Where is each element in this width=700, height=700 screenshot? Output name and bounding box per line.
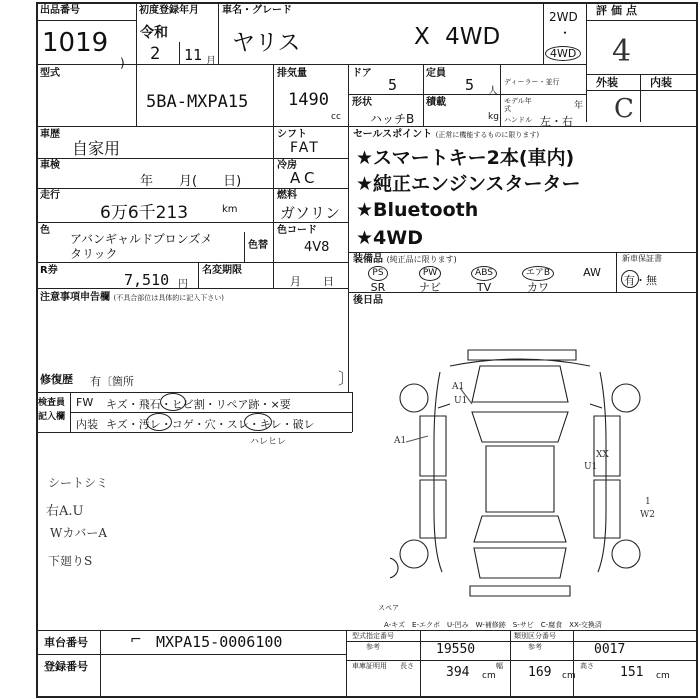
equipment-label-text: 装備品	[353, 254, 383, 265]
shift-label: シフト	[277, 129, 307, 140]
divider	[586, 90, 698, 91]
equipment-navi: ナビ	[419, 281, 441, 294]
damage-mark-1: A1	[452, 382, 465, 392]
km-unit: km	[222, 204, 238, 215]
divider	[36, 392, 352, 393]
entry-label: 記入欄	[38, 412, 66, 422]
handwritten-note-1: シートシミ	[48, 476, 109, 490]
capacity-label: 定員	[426, 68, 446, 79]
divider	[36, 432, 352, 433]
sales-point-2: ★純正エンジンスターター	[356, 173, 581, 195]
height-value: 151	[620, 665, 644, 680]
divider	[36, 630, 698, 631]
yen-unit: 円	[178, 279, 188, 290]
divider	[100, 630, 101, 698]
mileage-label: 走行	[40, 190, 60, 201]
divider	[348, 94, 586, 95]
divider	[510, 630, 511, 698]
spare-tire-label: スペア	[378, 604, 399, 612]
notes-label	[40, 292, 224, 304]
type-label: 型式	[40, 68, 60, 79]
sales-points-label	[353, 129, 539, 141]
fuel-value: ガソリン	[280, 204, 341, 222]
divider	[36, 20, 136, 21]
name-change-label: 名変期限	[202, 265, 242, 276]
damage-mark-7: 1	[645, 497, 651, 507]
color-code-label: 色コード	[277, 225, 317, 236]
divider	[423, 64, 424, 126]
model-year-unit: 年	[574, 101, 584, 111]
interior-row-label: 内装	[76, 418, 98, 431]
fw-items: キズ・飛石・ヒビ割・リペア跡・×要	[106, 398, 291, 411]
length-unit: cm	[482, 671, 496, 681]
chassis-bracket: ⌐	[130, 632, 142, 648]
divider	[218, 2, 219, 64]
mileage-value: 6万6千213	[100, 203, 189, 223]
damage-mark-3: A1	[394, 436, 407, 446]
color-value-1: アバンギャルドブロンズメ	[70, 232, 213, 246]
height-label: 高さ	[580, 662, 594, 670]
type-cert-value: 19550	[436, 642, 476, 657]
height-unit: cm	[656, 671, 670, 681]
divider	[70, 412, 352, 413]
color-value-2: タリック	[70, 247, 118, 261]
dealer-label: ディーラー・並行	[504, 78, 560, 86]
month-unit: 月	[206, 56, 216, 67]
divider	[500, 64, 501, 126]
inspection-label: 車検	[40, 160, 60, 171]
equipment-label-sub: (純正品に限ります)	[386, 255, 457, 264]
doors-label: ドア	[352, 68, 372, 79]
sales-points-label-sub: (正常に機能するものに限ります)	[435, 131, 540, 139]
sales-point-4: ★4WD	[356, 227, 423, 249]
drive-4wd-selected: 4WD	[545, 42, 581, 61]
handle-label: ハンドル	[504, 116, 532, 124]
cert-label: 車庫証明用	[352, 662, 387, 670]
model-label: 車名・グレード	[222, 5, 292, 16]
handwritten-note-2: 右A.U	[46, 504, 84, 519]
divider	[543, 2, 544, 64]
interior-score: C	[614, 94, 634, 124]
interior-label: 内装	[650, 76, 672, 89]
divider	[346, 641, 698, 642]
divider	[273, 126, 274, 288]
registration-month: 11	[184, 46, 203, 64]
shift-value: FAT	[290, 140, 320, 156]
divider	[586, 20, 698, 21]
chassis-label: 車台番号	[44, 636, 88, 649]
interior-selected-mark-2	[244, 413, 272, 431]
divider	[616, 252, 617, 292]
inspector-label: 検査員	[38, 398, 66, 408]
damage-mark-5: U1	[584, 462, 598, 472]
repair-history-value: 有〔箇所	[90, 375, 134, 388]
shape-label: 形状	[352, 97, 372, 108]
displacement-label: 排気量	[277, 68, 307, 79]
divider	[179, 42, 180, 64]
sales-point-3: ★Bluetooth	[356, 199, 479, 221]
color-code-value: 4V8	[304, 240, 330, 255]
rear-items-label: 後日品	[353, 295, 383, 306]
ac-label: 冷房	[277, 160, 297, 171]
evaluation-score: 4	[612, 34, 632, 69]
evaluation-label: 評価点	[596, 4, 641, 17]
divider	[36, 654, 346, 655]
divider	[348, 64, 349, 126]
length-label: 長さ	[400, 662, 414, 670]
type-cert-ref: 参考	[366, 643, 380, 651]
registration-label: 登録番号	[44, 660, 88, 673]
divider	[273, 64, 274, 126]
color-swap-label: 色替	[248, 240, 268, 251]
color-label: 色	[40, 225, 50, 236]
lot-number: 1019	[42, 28, 109, 58]
equipment-leather: カワ	[527, 281, 549, 294]
repair-bracket: 〕	[338, 369, 355, 388]
exterior-label: 外装	[596, 76, 618, 89]
type-cert-label: 型式指定番号	[352, 632, 394, 640]
equipment-aw: AW	[583, 266, 601, 279]
person-unit: 人	[488, 86, 498, 97]
class-ref: 参考	[528, 643, 542, 651]
equipment-sr: SR	[370, 281, 386, 294]
equipment-pw: PW ナビ	[419, 268, 441, 294]
interior-row-items: キズ・汚レ・コゲ・穴・スレ・キレ・破レ	[106, 418, 315, 431]
interior-selected-mark-1	[146, 413, 172, 431]
divider	[640, 74, 641, 122]
shape-value: ハッチB	[370, 112, 415, 126]
divider	[136, 64, 137, 126]
interior-handwritten-note: ハレヒレ	[250, 437, 287, 447]
divider	[36, 262, 348, 263]
damage-mark-2: U1	[454, 396, 468, 406]
divider	[573, 630, 574, 698]
lot-number-bracket: )	[120, 56, 125, 70]
doors-value: 5	[388, 76, 398, 94]
divider	[348, 126, 349, 392]
era: 令和	[140, 25, 168, 41]
cc-unit: cc	[331, 112, 341, 122]
recycle-value: 7,510	[124, 271, 170, 289]
chassis-value: MXPA15-0006100	[156, 633, 283, 651]
drive-sep: ・	[559, 26, 572, 40]
divider	[352, 392, 353, 432]
fuel-label: 燃料	[277, 190, 297, 201]
divider	[198, 262, 199, 288]
displacement-value: 1490	[288, 90, 329, 110]
inspection-value: 年 月( 日)	[140, 174, 242, 189]
car-damage-diagram	[390, 342, 650, 602]
divider	[36, 64, 586, 65]
capacity-value: 5	[465, 76, 475, 94]
warranty-label: 新車保証書	[622, 254, 662, 263]
divider	[346, 630, 347, 698]
equipment-ps: PS SR	[358, 265, 398, 294]
registration-year: 2	[150, 44, 161, 64]
divider	[70, 392, 71, 432]
load-label: 積載	[426, 97, 446, 108]
equipment-abs: ABS TV	[464, 265, 504, 294]
history-label: 車歴	[40, 129, 60, 140]
handwritten-note-3: WカバーA	[50, 526, 108, 540]
divider	[586, 74, 698, 75]
damage-mark-4: XX	[596, 450, 609, 460]
name-change-value: 月 日	[290, 275, 334, 288]
divider	[348, 252, 698, 253]
model-year-label: モデル年式	[504, 97, 532, 113]
car-name: ヤリス	[232, 30, 301, 56]
ac-value: AC	[290, 169, 319, 187]
type-value: 5BA-MXPA15	[146, 92, 249, 112]
damage-legend: A-キズ E-エクボ U-凹み W-補修跡 S-サビ C-腐食 XX-交換済	[384, 621, 602, 629]
class-value: 0017	[594, 642, 626, 657]
damage-mark-6: W2	[640, 510, 655, 520]
divider	[136, 2, 137, 64]
handwritten-note-4: 下廻りS	[48, 554, 93, 568]
history-value: 自家用	[72, 139, 121, 158]
sales-point-1: ★スマートキー2本(車内)	[356, 147, 575, 169]
recycle-label: R券	[40, 265, 58, 276]
width-value: 169	[528, 665, 552, 680]
grade: X 4WD	[414, 24, 501, 50]
class-label: 類別区分番号	[514, 632, 556, 640]
equipment-airbag: エアB カワ	[516, 265, 560, 294]
handle-value: 左・右	[540, 115, 573, 128]
equipment-tv: TV	[476, 281, 492, 294]
width-unit: cm	[562, 671, 576, 681]
warranty-value: 有・無	[624, 274, 657, 287]
length-value: 394	[446, 665, 470, 680]
first-registration-label: 初度登録年月	[139, 5, 199, 16]
fw-selected-mark	[160, 393, 186, 411]
fw-label: FW	[76, 396, 94, 409]
lot-number-label: 出品番号	[40, 5, 80, 16]
divider	[244, 232, 245, 262]
divider	[36, 126, 698, 127]
divider	[420, 630, 421, 698]
load-unit: kg	[488, 112, 499, 122]
sales-points-label-text: セールスポイント	[353, 129, 433, 140]
equipment-label	[353, 254, 457, 265]
width-label: 幅	[496, 662, 503, 670]
notes-label-sub: (不具合部位は具体的に記入下さい)	[113, 294, 224, 302]
warranty-circle-mark	[621, 270, 639, 288]
notes-label-text: 注意事項申告欄	[40, 292, 110, 303]
divider	[346, 660, 698, 661]
repair-history-label: 修復歴	[40, 373, 73, 386]
drive-2wd: 2WD	[549, 10, 578, 24]
